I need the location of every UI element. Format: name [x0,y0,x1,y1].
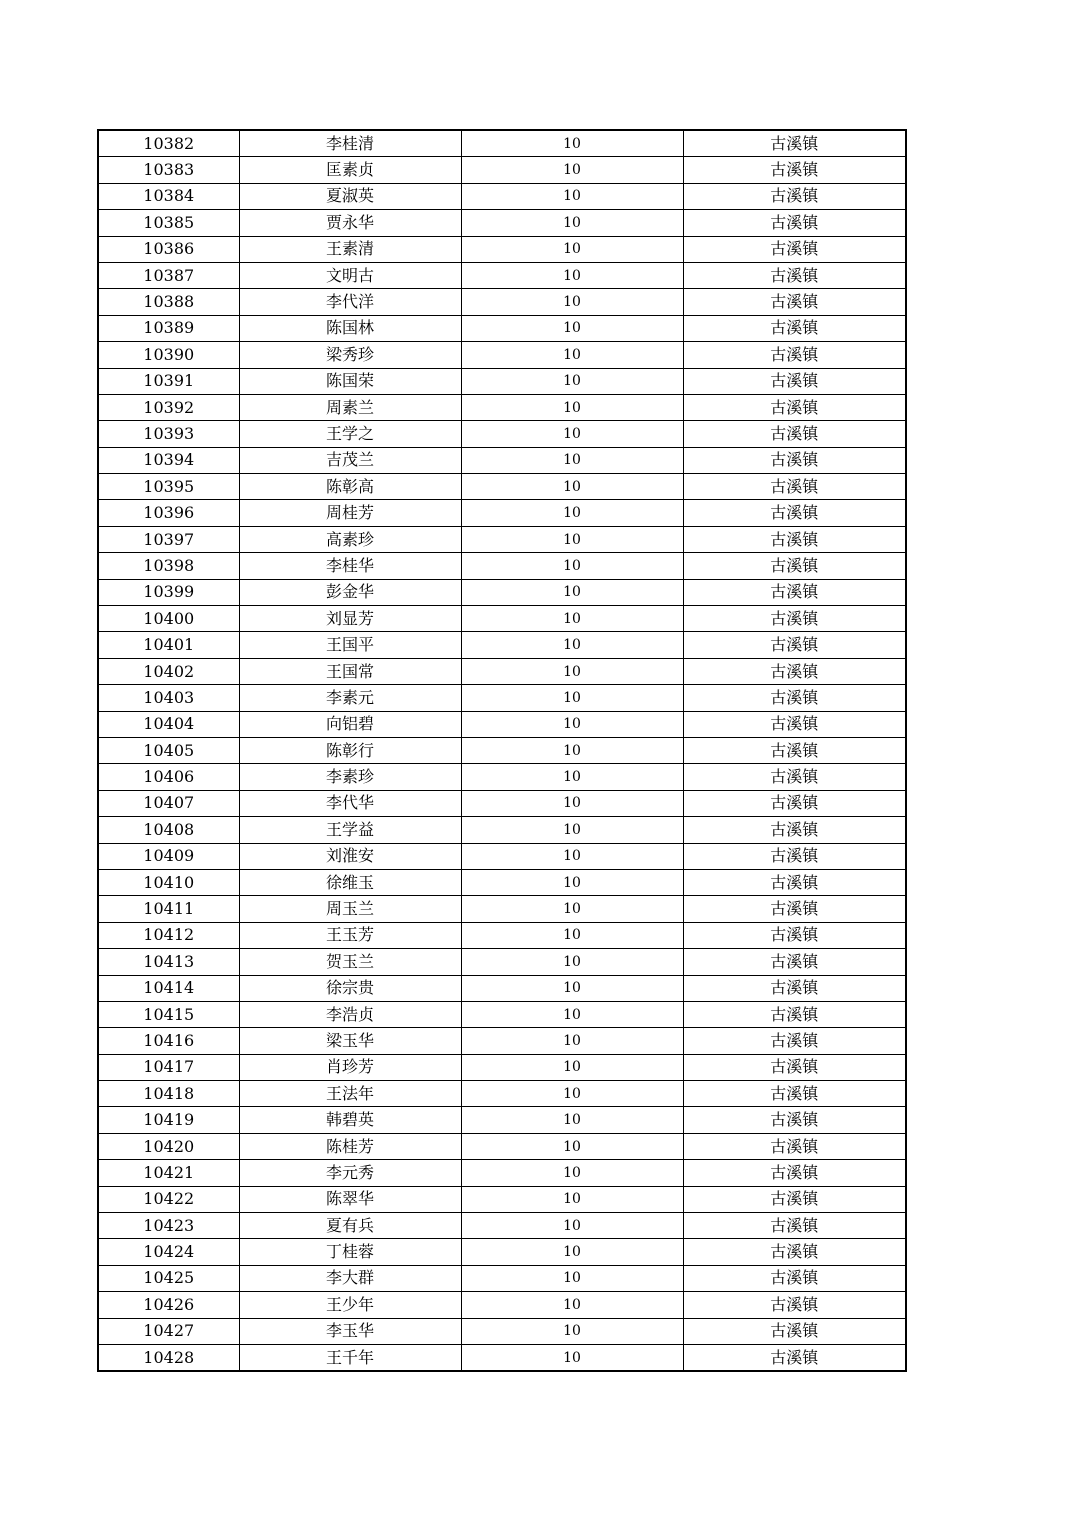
table-row [98,1028,906,1054]
name-cell: 贾永华 [239,210,461,236]
table-row [98,1133,906,1159]
id-cell: 10406 [98,764,239,790]
name-cell: 王学益 [239,817,461,843]
value-cell: 10 [461,1160,683,1186]
id-cell: 10427 [98,1318,239,1344]
value-cell: 10 [461,289,683,315]
name-cell: 向铝碧 [239,711,461,737]
table-row [98,843,906,869]
town-cell: 古溪镇 [683,1292,906,1318]
id-cell: 10410 [98,869,239,895]
value-cell: 10 [461,764,683,790]
id-cell: 10412 [98,922,239,948]
value-cell: 10 [461,869,683,895]
value-cell: 10 [461,1292,683,1318]
value-cell: 10 [461,975,683,1001]
value-cell: 10 [461,737,683,763]
value-cell: 10 [461,606,683,632]
name-cell: 韩碧英 [239,1107,461,1133]
value-cell: 10 [461,183,683,209]
value-cell: 10 [461,1318,683,1344]
id-cell: 10402 [98,658,239,684]
table-row [98,711,906,737]
id-cell: 10414 [98,975,239,1001]
town-cell: 古溪镇 [683,790,906,816]
id-cell: 10403 [98,685,239,711]
id-cell: 10388 [98,289,239,315]
id-cell: 10415 [98,1001,239,1027]
name-cell: 陈彰高 [239,474,461,500]
table-row [98,764,906,790]
town-cell: 古溪镇 [683,236,906,262]
town-cell: 古溪镇 [683,922,906,948]
name-cell: 李代洋 [239,289,461,315]
value-cell: 10 [461,394,683,420]
table-row [98,526,906,552]
name-cell: 梁玉华 [239,1028,461,1054]
table-row [98,447,906,473]
id-cell: 10405 [98,737,239,763]
name-cell: 王国平 [239,632,461,658]
value-cell: 10 [461,130,683,157]
table-row [98,790,906,816]
id-cell: 10392 [98,394,239,420]
value-cell: 10 [461,447,683,473]
name-cell: 王素清 [239,236,461,262]
value-cell: 10 [461,262,683,288]
roster-table-body [98,130,906,1371]
value-cell: 10 [461,711,683,737]
town-cell: 古溪镇 [683,1160,906,1186]
value-cell: 10 [461,1054,683,1080]
name-cell: 高素珍 [239,526,461,552]
table-row [98,1265,906,1291]
town-cell: 古溪镇 [683,1054,906,1080]
value-cell: 10 [461,1213,683,1239]
id-cell: 10417 [98,1054,239,1080]
name-cell: 李玉华 [239,1318,461,1344]
value-cell: 10 [461,368,683,394]
town-cell: 古溪镇 [683,1213,906,1239]
table-row [98,553,906,579]
name-cell: 李桂华 [239,553,461,579]
value-cell: 10 [461,421,683,447]
value-cell: 10 [461,632,683,658]
town-cell: 古溪镇 [683,685,906,711]
id-cell: 10384 [98,183,239,209]
value-cell: 10 [461,1001,683,1027]
id-cell: 10411 [98,896,239,922]
value-cell: 10 [461,500,683,526]
value-cell: 10 [461,236,683,262]
name-cell: 王国常 [239,658,461,684]
table-row [98,658,906,684]
town-cell: 古溪镇 [683,474,906,500]
value-cell: 10 [461,949,683,975]
town-cell: 古溪镇 [683,579,906,605]
town-cell: 古溪镇 [683,632,906,658]
value-cell: 10 [461,474,683,500]
town-cell: 古溪镇 [683,1239,906,1265]
name-cell: 彭金华 [239,579,461,605]
table-row [98,922,906,948]
id-cell: 10418 [98,1081,239,1107]
id-cell: 10428 [98,1344,239,1371]
name-cell: 文明古 [239,262,461,288]
name-cell: 李代华 [239,790,461,816]
table-row [98,869,906,895]
roster-table [97,129,907,1372]
town-cell: 古溪镇 [683,764,906,790]
name-cell: 丁桂蓉 [239,1239,461,1265]
value-cell: 10 [461,658,683,684]
name-cell: 肖珍芳 [239,1054,461,1080]
town-cell: 古溪镇 [683,342,906,368]
table-row [98,1239,906,1265]
value-cell: 10 [461,1028,683,1054]
town-cell: 古溪镇 [683,368,906,394]
town-cell: 古溪镇 [683,1133,906,1159]
value-cell: 10 [461,1107,683,1133]
name-cell: 周素兰 [239,394,461,420]
id-cell: 10423 [98,1213,239,1239]
value-cell: 10 [461,315,683,341]
id-cell: 10404 [98,711,239,737]
town-cell: 古溪镇 [683,1107,906,1133]
table-row [98,1318,906,1344]
table-row [98,500,906,526]
id-cell: 10389 [98,315,239,341]
town-cell: 古溪镇 [683,157,906,183]
name-cell: 李浩贞 [239,1001,461,1027]
id-cell: 10400 [98,606,239,632]
value-cell: 10 [461,790,683,816]
town-cell: 古溪镇 [683,817,906,843]
name-cell: 王学之 [239,421,461,447]
name-cell: 匡素贞 [239,157,461,183]
table-row [98,606,906,632]
id-cell: 10382 [98,130,239,157]
town-cell: 古溪镇 [683,183,906,209]
town-cell: 古溪镇 [683,421,906,447]
name-cell: 徐维玉 [239,869,461,895]
id-cell: 10387 [98,262,239,288]
town-cell: 古溪镇 [683,526,906,552]
table-row [98,1107,906,1133]
table-row [98,1186,906,1212]
town-cell: 古溪镇 [683,394,906,420]
value-cell: 10 [461,922,683,948]
town-cell: 古溪镇 [683,1318,906,1344]
id-cell: 10425 [98,1265,239,1291]
value-cell: 10 [461,1239,683,1265]
table-row [98,1081,906,1107]
name-cell: 陈彰行 [239,737,461,763]
table-row [98,236,906,262]
id-cell: 10422 [98,1186,239,1212]
id-cell: 10385 [98,210,239,236]
town-cell: 古溪镇 [683,500,906,526]
name-cell: 李元秀 [239,1160,461,1186]
town-cell: 古溪镇 [683,130,906,157]
name-cell: 贺玉兰 [239,949,461,975]
id-cell: 10395 [98,474,239,500]
table-row [98,1344,906,1371]
town-cell: 古溪镇 [683,1265,906,1291]
table-row [98,1054,906,1080]
name-cell: 王法年 [239,1081,461,1107]
table-row [98,474,906,500]
town-cell: 古溪镇 [683,737,906,763]
town-cell: 古溪镇 [683,1186,906,1212]
value-cell: 10 [461,1344,683,1371]
table-row [98,157,906,183]
id-cell: 10424 [98,1239,239,1265]
value-cell: 10 [461,553,683,579]
table-row [98,632,906,658]
town-cell: 古溪镇 [683,1028,906,1054]
name-cell: 周桂芳 [239,500,461,526]
id-cell: 10397 [98,526,239,552]
id-cell: 10394 [98,447,239,473]
table-row [98,949,906,975]
value-cell: 10 [461,1186,683,1212]
table-row [98,1160,906,1186]
id-cell: 10419 [98,1107,239,1133]
value-cell: 10 [461,157,683,183]
name-cell: 陈翠华 [239,1186,461,1212]
table-row [98,1001,906,1027]
name-cell: 周玉兰 [239,896,461,922]
town-cell: 古溪镇 [683,896,906,922]
table-row [98,737,906,763]
value-cell: 10 [461,579,683,605]
town-cell: 古溪镇 [683,447,906,473]
town-cell: 古溪镇 [683,711,906,737]
name-cell: 王玉芳 [239,922,461,948]
table-row [98,896,906,922]
town-cell: 古溪镇 [683,315,906,341]
id-cell: 10416 [98,1028,239,1054]
table-row [98,817,906,843]
name-cell: 李素元 [239,685,461,711]
id-cell: 10383 [98,157,239,183]
value-cell: 10 [461,1081,683,1107]
name-cell: 陈桂芳 [239,1133,461,1159]
name-cell: 王千年 [239,1344,461,1371]
name-cell: 李桂清 [239,130,461,157]
town-cell: 古溪镇 [683,658,906,684]
id-cell: 10391 [98,368,239,394]
table-row [98,315,906,341]
table-row [98,210,906,236]
name-cell: 陈国林 [239,315,461,341]
town-cell: 古溪镇 [683,210,906,236]
table-row [98,421,906,447]
table-row [98,579,906,605]
id-cell: 10390 [98,342,239,368]
value-cell: 10 [461,1265,683,1291]
name-cell: 李大群 [239,1265,461,1291]
value-cell: 10 [461,843,683,869]
value-cell: 10 [461,817,683,843]
name-cell: 刘淮安 [239,843,461,869]
name-cell: 夏有兵 [239,1213,461,1239]
name-cell: 王少年 [239,1292,461,1318]
id-cell: 10386 [98,236,239,262]
table-row [98,183,906,209]
table-row [98,368,906,394]
town-cell: 古溪镇 [683,1344,906,1371]
town-cell: 古溪镇 [683,843,906,869]
name-cell: 徐宗贵 [239,975,461,1001]
town-cell: 古溪镇 [683,869,906,895]
id-cell: 10399 [98,579,239,605]
id-cell: 10396 [98,500,239,526]
table-row [98,130,906,157]
table-row [98,685,906,711]
town-cell: 古溪镇 [683,553,906,579]
value-cell: 10 [461,1133,683,1159]
table-row [98,1213,906,1239]
town-cell: 古溪镇 [683,949,906,975]
table-row [98,262,906,288]
id-cell: 10426 [98,1292,239,1318]
name-cell: 梁秀珍 [239,342,461,368]
name-cell: 陈国荣 [239,368,461,394]
id-cell: 10421 [98,1160,239,1186]
town-cell: 古溪镇 [683,975,906,1001]
id-cell: 10393 [98,421,239,447]
table-row [98,1292,906,1318]
id-cell: 10407 [98,790,239,816]
table-row [98,975,906,1001]
id-cell: 10409 [98,843,239,869]
value-cell: 10 [461,342,683,368]
value-cell: 10 [461,685,683,711]
id-cell: 10408 [98,817,239,843]
name-cell: 刘显芳 [239,606,461,632]
town-cell: 古溪镇 [683,1081,906,1107]
name-cell: 夏淑英 [239,183,461,209]
town-cell: 古溪镇 [683,606,906,632]
town-cell: 古溪镇 [683,262,906,288]
town-cell: 古溪镇 [683,1001,906,1027]
value-cell: 10 [461,896,683,922]
id-cell: 10401 [98,632,239,658]
value-cell: 10 [461,210,683,236]
town-cell: 古溪镇 [683,289,906,315]
name-cell: 吉茂兰 [239,447,461,473]
id-cell: 10398 [98,553,239,579]
value-cell: 10 [461,526,683,552]
table-row [98,289,906,315]
table-row [98,342,906,368]
id-cell: 10420 [98,1133,239,1159]
id-cell: 10413 [98,949,239,975]
table-row [98,394,906,420]
name-cell: 李素珍 [239,764,461,790]
